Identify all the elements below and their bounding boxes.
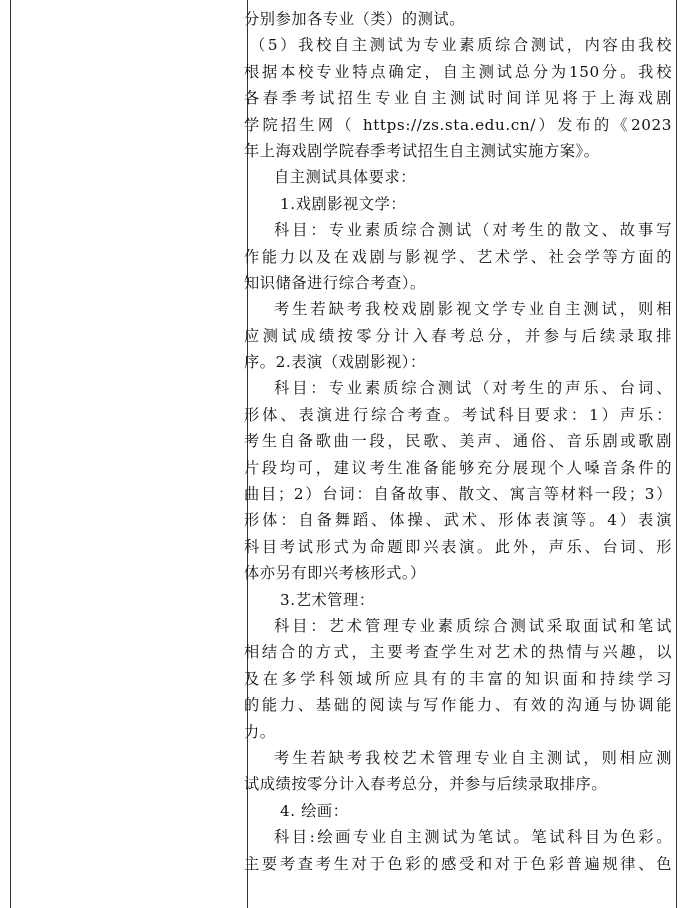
text-line: 的能力、基础的阅读与写作能力、有效的沟通与协调能 (244, 696, 672, 715)
text-line: 科目:绘画专业自主测试为笔试。笔试科目为色彩。 (274, 828, 672, 847)
text-line: 分别参加各专业（类）的测试。 (244, 10, 466, 28)
text-line: 序。2.表演（戏剧影视）： (244, 353, 426, 372)
text-line: 考生若缺考我校艺术管理专业自主测试，则相应测 (274, 748, 672, 767)
text-line: 相结合的方式，主要考查学生对艺术的热情与兴趣，以 (244, 643, 672, 662)
text-line: 科目：艺术管理专业素质综合测试采取面试和笔试 (274, 616, 672, 635)
text-line: 考生若缺考我校戏剧影视文学专业自主测试，则相 (274, 300, 672, 319)
text-line: 力。 (244, 722, 276, 741)
text-line: 学院招生网（ https://zs.sta.edu.cn/）发布的《2023 (244, 115, 672, 134)
text-line: 体亦另有即兴考核形式。） (244, 564, 426, 583)
text-line: 各春季考试招生专业自主测试时间详见将于上海戏剧 (244, 89, 672, 108)
text-line: 片段均可，建议考生准备能够充分展现个人嗓音条件的 (244, 458, 672, 477)
text-line: 科目：专业素质综合测试（对考生的声乐、台词、 (274, 379, 672, 398)
text-line: 1.戏剧影视文学： (280, 194, 407, 213)
text-line: 作能力以及在戏剧与影视学、艺术学、社会学等方面的 (244, 247, 672, 266)
text-line: 形体、表演进行综合考查。考试科目要求：1）声乐： (244, 405, 672, 424)
text-line: 自主测试具体要求： (274, 168, 417, 187)
text-line: 知识储备进行综合考查）。 (244, 273, 426, 292)
text-line: 试成绩按零分计入春考总分，并参与后续录取排序。 (244, 775, 608, 794)
text-line: 4. 绘画： (280, 801, 349, 820)
text-line: 根据本校专业特点确定，自主测试总分为150分。我校 (244, 62, 672, 81)
text-line: 主要考查考生对于色彩的感受和对于色彩普遍规律、色 (244, 854, 672, 873)
text-line: 3.艺术管理： (280, 590, 375, 609)
text-line: （5）我校自主测试为专业素质综合测试，内容由我校 (250, 36, 672, 55)
text-line: 应测试成绩按零分计入春考总分，并参与后续录取排 (244, 326, 672, 345)
text-line: 考生自备歌曲一段，民歌、美声、通俗、音乐剧或歌剧 (244, 432, 672, 451)
text-line: 及在多学科领域所应具有的丰富的知识面和持续学习 (244, 669, 672, 688)
text-line: 科目：专业素质综合测试（对考生的散文、故事写 (274, 221, 672, 240)
text-line: 曲目；2）台词：自备故事、散文、寓言等材料一段；3） (244, 485, 672, 504)
text-line: 形体：自备舞蹈、体操、武术、形体表演等。4）表演 (244, 511, 672, 530)
text-line: 科目考试形式为命题即兴表演。此外，声乐、台词、形 (244, 537, 672, 556)
text-line: 年上海戏剧学院春季考试招生自主测试实施方案》。 (244, 141, 600, 160)
right-cell-text (244, 6, 672, 877)
